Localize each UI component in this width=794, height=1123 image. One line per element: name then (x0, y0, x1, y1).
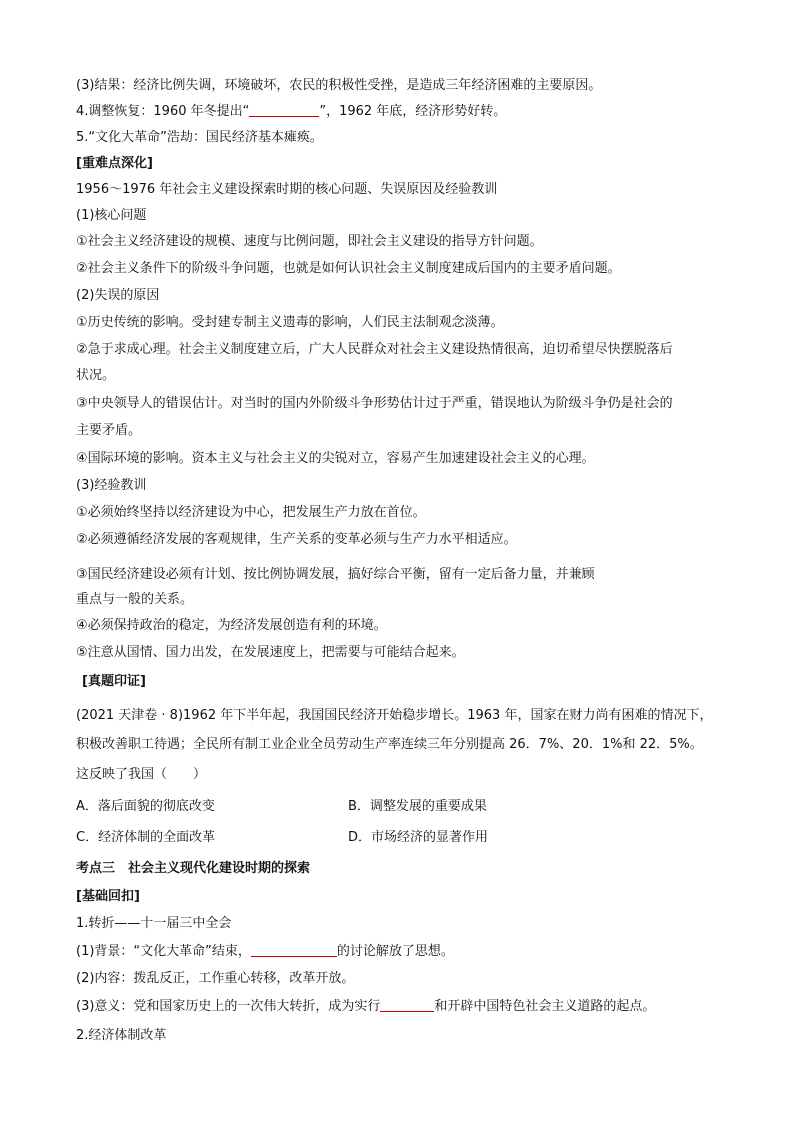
text-line: ①社会主义经济建设的规模、速度与比例问题，即社会主义建设的指导方针问题。 (76, 234, 543, 249)
text-segment: (3)意义：党和国家历史上的一次伟大转折，成为实行 (76, 999, 381, 1014)
text-line: (3)结果：经济比例失调，环境破坏，农民的积极性受挫，是造成三年经济困难的主要原因。 (76, 78, 602, 93)
option-d: D．市场经济的显著作用 (348, 830, 489, 845)
text-line: 1.转折——十一届三中全会 (76, 916, 232, 931)
section-heading: [重难点深化] (76, 156, 153, 171)
text-line: ④国际环境的影响。资本主义与社会主义的尖锐对立，容易产生加速建设社会主义的心理。 (76, 451, 595, 466)
text-line: ①必须始终坚持以经济建设为中心，把发展生产力放在首位。 (76, 505, 426, 520)
option-a: A．落后面貌的彻底改变 (76, 799, 215, 814)
text-line: (1)核心问题 (76, 208, 147, 223)
option-c: C．经济体制的全面改革 (76, 830, 216, 845)
text-line: ②急于求成心理。社会主义制度建立后，广大人民群众对社会主义建设热情很高，迫切希望尽快摆脱落后 (76, 342, 673, 357)
text-segment: 的讨论解放了思想。 (336, 944, 454, 959)
section-heading: [真题印证] (82, 674, 146, 689)
text-line: ③国民经济建设必须有计划、按比例协调发展，搞好综合平衡，留有一定后备力量，并兼顾 (76, 567, 595, 582)
text-line: (2)失误的原因 (76, 288, 160, 303)
text-line (76, 997, 655, 1017)
question-line: 这反映了我国（ ） (76, 767, 207, 782)
text-line: 2.经济体制改革 (76, 1028, 167, 1043)
text-line: ②必须遵循经济发展的客观规律，生产关系的变革必须与生产力水平相适应。 (76, 532, 517, 547)
text-line: ④必须保持政治的稳定，为经济发展创造有利的环境。 (76, 618, 387, 633)
text-line: 5.“文化大革命”浩劫：国民经济基本瘫痪。 (76, 130, 323, 145)
text-line: ①历史传统的影响。受封建专制主义遗毒的影响，人们民主法制观念淡薄。 (76, 315, 504, 330)
section-title: 考点三 社会主义现代化建设时期的探索 (76, 861, 311, 876)
text-line: ②社会主义条件下的阶级斗争问题，也就是如何认识社会主义制度建成后国内的主要矛盾问题。 (76, 261, 621, 276)
text-line: ⑤注意从国情、国力出发，在发展速度上，把需要与可能结合起来。 (76, 645, 465, 660)
text-segment: ”，1962 年底，经济形势好转。 (319, 104, 507, 119)
question-line: (2021 天津卷 · 8)1962 年下半年起，我国国民经济开始稳步增长。1963 年，国家在财力尚有困难的情况下， (76, 708, 713, 723)
text-line (76, 942, 454, 962)
text-segment: 4.调整恢复：1960 年冬提出“ (76, 104, 250, 119)
fill-blank (249, 102, 319, 117)
text-line (76, 102, 506, 122)
fill-blank (380, 997, 434, 1012)
option-b: B．调整发展的重要成果 (348, 799, 487, 814)
text-line: ③中央领导人的错误估计。对当时的国内外阶级斗争形势估计过于严重，错误地认为阶级斗争仍是社会的 (76, 396, 673, 411)
text-segment: 和开辟中国特色社会主义道路的起点。 (434, 999, 656, 1014)
text-segment: (1)背景：“文化大革命”结束， (76, 944, 251, 959)
text-line: (2)内容：拨乱反正，工作重心转移，改革开放。 (76, 971, 355, 986)
text-line: 重点与一般的关系。 (76, 592, 194, 607)
question-line: 积极改善职工待遇；全民所有制工业企业全员劳动生产率连续三年分别提高 26．7%、20．1%和 22．5%。 (76, 737, 703, 752)
text-line: (3)经验教训 (76, 478, 147, 493)
text-line: 主要矛盾。 (76, 423, 142, 438)
text-line: 1956～1976 年社会主义建设探索时期的核心问题、失误原因及经验教训 (76, 182, 498, 197)
text-line: 状况。 (76, 368, 116, 383)
section-heading: [基础回扣] (76, 889, 140, 904)
fill-blank (251, 942, 337, 957)
